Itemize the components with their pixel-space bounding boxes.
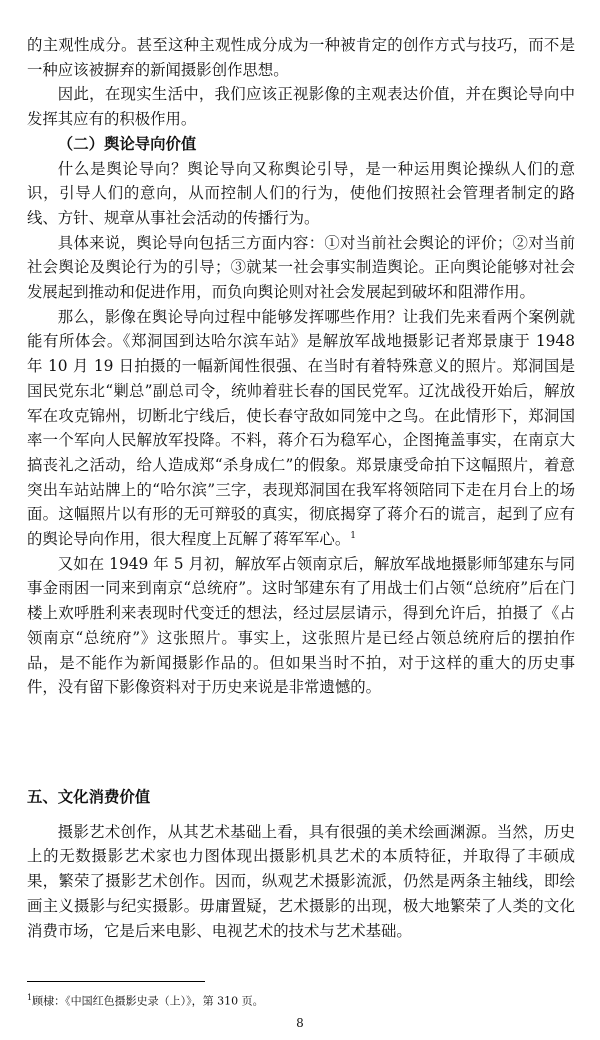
paragraph-content: 具体来说，舆论导向包括三方面内容：①对当前社会舆论的评价；②对当前社会舆论及舆论行为的引导；③就某一社会事实制造舆论。正向舆论能够对社会发展起到推动和促进作用，而负向舆论则对社会发展起到破坏和阻滞作用。 [27, 233, 575, 302]
text-block-top [27, 33, 575, 700]
paragraph-case-one [27, 305, 575, 552]
footnote-text: 顾棣：《中国红色摄影史录（上）》，第 310 页。 [32, 994, 264, 1008]
paragraph-conclusion: 因此，在现实生活中，我们应该正视影像的主观表达价值，并在舆论导向中发挥其应有的积极作用。 [27, 85, 575, 129]
paragraph-continuation: 的主观性成分。甚至这种主观性成分成为一种被肯定的创作方式与技巧，而不是一种应该被摒弃的新闻摄影创作思想。 [27, 36, 575, 79]
page-number: 8 [296, 1016, 304, 1030]
paragraph-culture: 摄影艺术创作，从其艺术基础上看，具有很强的美术绘画渊源。当然，历史上的无数摄影艺术家也力图体现出摄影机具艺术的本质特征，并取得了丰硕成果，繁荣了摄影艺术创作。因而，纵观艺术摄影流派，仍然是两条主轴线，即绘画主义摄影与纪实摄影。毋庸置疑，艺术摄影的出现，极大地繁荣了人类的文化消费市场，它是后来电影、电视艺术的技术与艺术基础。 [27, 822, 575, 940]
footnote-reference: 1 [350, 530, 356, 541]
section-heading: 五、文化消费价值 [27, 788, 151, 806]
footnote-divider [27, 981, 205, 982]
footnote-mark: 1 [27, 993, 33, 1002]
case-one-text: 那么，影像在舆论导向过程中能够发挥哪些作用？让我们先来看两个案例就能有所体会。《郑洞国到达哈尔滨车站》是解放军战地摄影记者郑景康于 1948 年 10 月 19 日拍摄的一幅新闻性很强、在当时有着特殊意义的照片。郑洞国是国民党东北“剿总”副总司令，统帅着驻长春的国民党军。辽沈战役开始后，解放军在攻克锦州，切断北宁线后，使长春守敌如同笼中之鸟。在此情形下，郑洞国率一个军向人民解放军投降。不料，蒋介石为稳军心，企图掩盖事实，在南京大搞丧礼之活动，给人造成郑“杀身成仁”的假象。郑景康受命拍下这幅照片，着意突出车站站牌上的“哈尔滨”三字，表现郑洞国在我军将领陪同下走在月台上的场面。这幅照片以有形的无可辩驳的真实，彻底揭穿了蒋介石的谎言，起到了应有的舆论导向作用，很大程度上瓦解了蒋军军心。 [27, 307, 575, 549]
paragraph-definition: 什么是舆论导向？舆论导向又称舆论引导，是一种运用舆论操纵人们的意识，引导人们的意向，从而控制人们的行为，使他们按照社会管理者制定的路线、方针、规章从事社会活动的传播行为。 [27, 159, 575, 227]
subsection-heading: （二）舆论导向价值 [57, 134, 197, 153]
footnote [27, 991, 264, 1009]
text-block-bottom [27, 785, 575, 943]
paragraph-case-two: 又如在 1949 年 5 月初，解放军占领南京后，解放军战地摄影师邹建东与同事金雨困一同来到南京“总统府”。这时邹建东有了用战士们占领“总统府”后在门楼上欢呼胜利来表现时代变迁的想法，经过层层请示，得到允许后，拍摄了《占领南京“总统府”》这张照片。事实上，这张照片是已经占领总统府后的摆拍作品，是不能作为新闻摄影作品的。但如果当时不拍，对于这样的重大的历史事件，没有留下影像资料对于历史来说是非常遗憾的。 [27, 554, 575, 697]
